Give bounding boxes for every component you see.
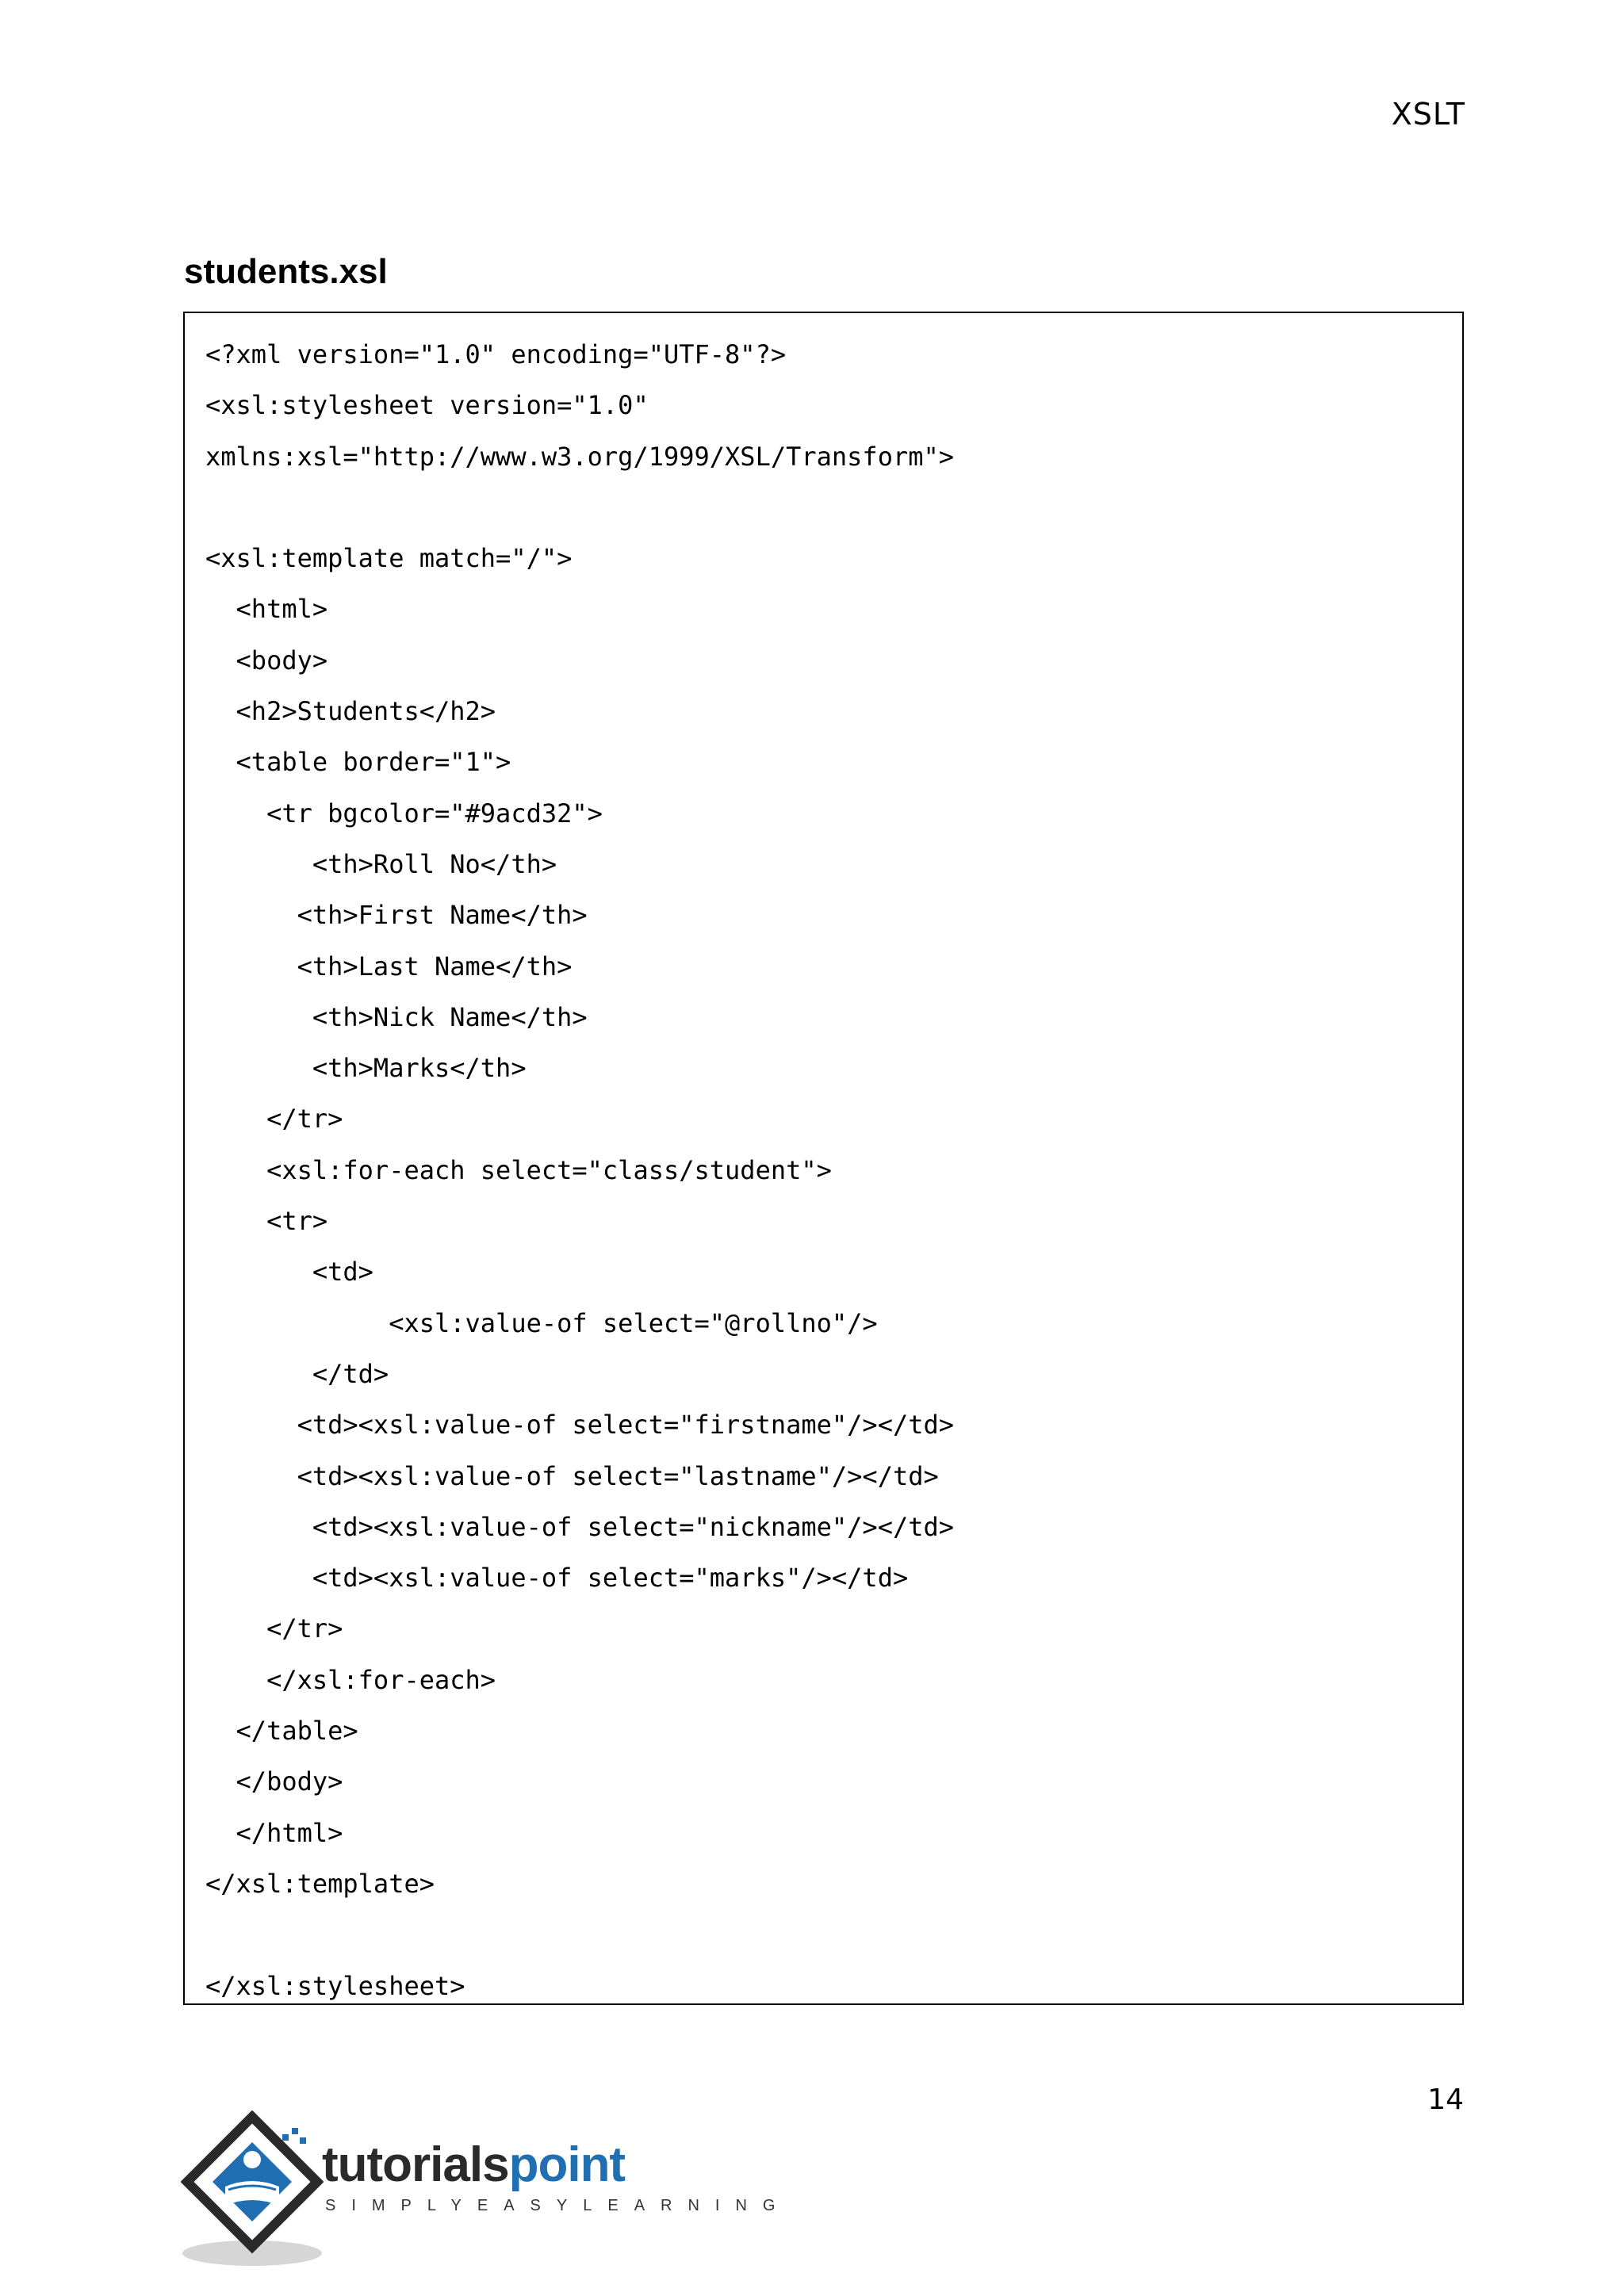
- code-line: [205, 482, 954, 533]
- code-line: <xsl:template match="/">: [205, 543, 573, 574]
- logo-tagline: SIMPLYEASYLEARNING: [325, 2197, 791, 2214]
- code-line: </html>: [205, 1817, 343, 1848]
- logo-word-point: point: [508, 2137, 626, 2192]
- code-line: </xsl:template>: [205, 1868, 435, 1899]
- code-line: <td><xsl:value-of select="firstname"/></td>: [205, 1410, 955, 1441]
- code-line: <html>: [205, 594, 328, 625]
- code-line: <th>Marks</th>: [205, 1053, 527, 1084]
- code-line: <?xml version="1.0" encoding="UTF-8"?>: [205, 339, 787, 369]
- code-line: <td>: [205, 1257, 373, 1288]
- code-line: <body>: [205, 645, 328, 675]
- code-line: <td><xsl:value-of select="lastname"/></td>: [205, 1460, 939, 1491]
- code-line: <td><xsl:value-of select="nickname"/></td>: [205, 1511, 955, 1542]
- code-line: <h2>Students</h2>: [205, 696, 496, 727]
- code-line: </xsl:for-each>: [205, 1664, 496, 1695]
- code-line: <table border="1">: [205, 747, 511, 778]
- code-line: <th>Last Name</th>: [205, 951, 573, 982]
- logo-word-tutorials: tutorials: [322, 2137, 509, 2192]
- code-line: </body>: [205, 1766, 343, 1797]
- code-line: <xsl:value-of select="@rollno"/>: [205, 1307, 878, 1338]
- code-line: <tr>: [205, 1206, 328, 1237]
- code-line: <td><xsl:value-of select="marks"/></td>: [205, 1563, 909, 1594]
- code-line: <xsl:stylesheet version="1.0": [205, 390, 649, 421]
- code-line: </tr>: [205, 1104, 343, 1135]
- code-line: </td>: [205, 1358, 389, 1389]
- code-line: </table>: [205, 1716, 358, 1747]
- code-line: <xsl:for-each select="class/student">: [205, 1154, 832, 1185]
- code-line: </tr>: [205, 1613, 343, 1644]
- running-header: XSLT: [1391, 97, 1465, 132]
- code-block: [183, 312, 1464, 2005]
- code-line: [205, 1909, 954, 1960]
- logo-wordmark: [322, 2137, 626, 2192]
- code-line: <tr bgcolor="#9acd32">: [205, 798, 603, 828]
- code-line: xmlns:xsl="http://www.w3.org/1999/XSL/Transform">: [205, 441, 955, 472]
- code-line: <th>Roll No</th>: [205, 848, 557, 879]
- page-number: 14: [1427, 2084, 1464, 2116]
- file-heading: students.xsl: [184, 252, 388, 291]
- code-line: <th>Nick Name</th>: [205, 1001, 588, 1032]
- code-line: <th>First Name</th>: [205, 900, 588, 931]
- code-line: </xsl:stylesheet>: [205, 1970, 465, 2001]
- tutorialspoint-logo: [181, 2110, 791, 2269]
- code-lines: [205, 329, 954, 2011]
